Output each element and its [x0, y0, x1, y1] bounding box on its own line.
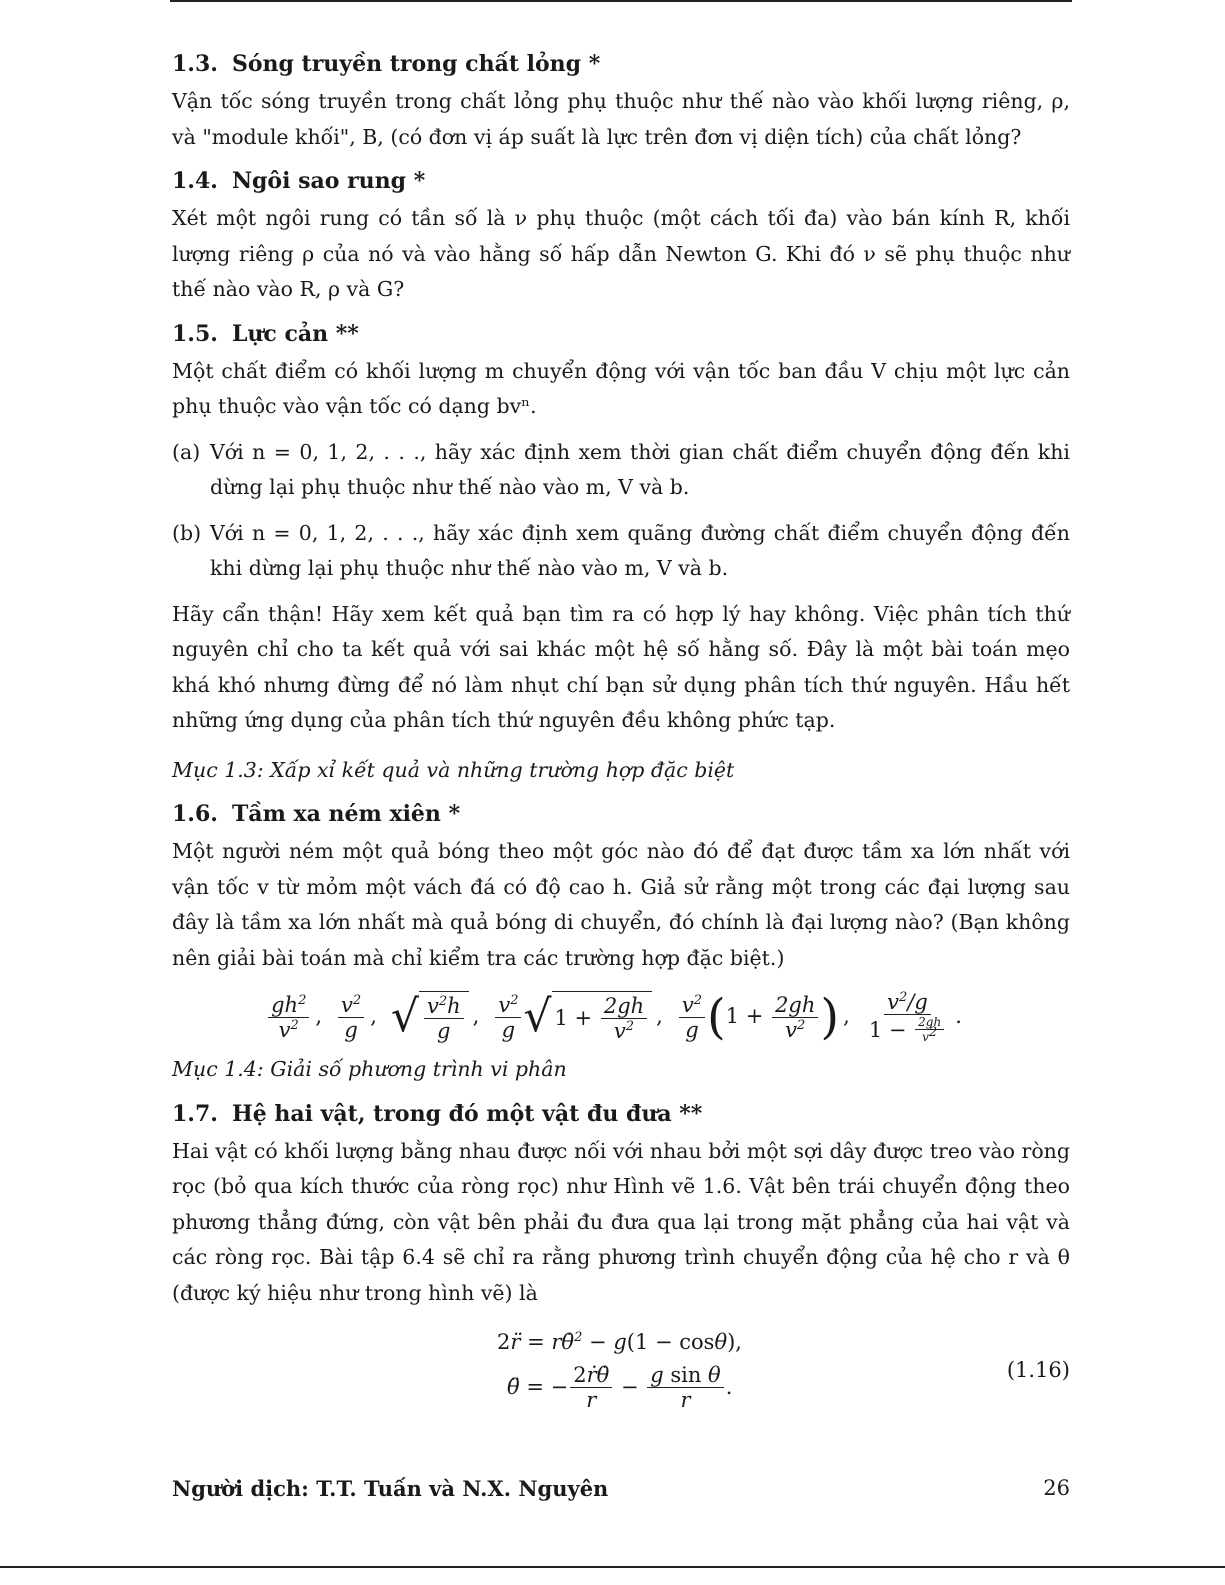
- section-1-6-body: Một người ném một quả bóng theo một góc nào đó để đạt được tầm xa lớn nhất với vận tốc v từ mỏm một vách đá có độ cao h. Giả sử rằng một trong các đại lượng sau đây là tầm xa lớn nhất mà quả bóng di chuyển, đó chính là đại lượng nào? (Bạn không nên giải bài toán mà chỉ kiểm tra các trường hợp đặc biệt.): [172, 839, 1070, 970]
- item-b: [172, 516, 1070, 587]
- candidate-formulas: $\frac{gh^2}{v^2}$ , $\frac{v^2}{g}$ , √ $\frac{v^2h}{g}$ , $\frac{v^2}{g}$ √ 1 + $\frac{2gh}{v^2}$ , $\frac{v^2}{g}$ ( 1 + $\frac{2gh}{v^2}$ ) , $v^2/g$ 1 − $\frac{2gh}{v^2}$ .: [172, 990, 1070, 1044]
- item-a-label: (a): [172, 439, 201, 464]
- section-1-4-heading: 1.4. Ngôi sao rung *: [172, 168, 426, 194]
- section-1-5-body: Một chất điểm có khối lượng m chuyển động với vận tốc ban đầu V chịu một lực cản phụ thuộc vào vận tốc có dạng bvⁿ.: [172, 358, 1070, 418]
- equation-line-1: 2r̈ = rθ̇$^2$ − g(1 − cosθ),: [497, 1330, 742, 1354]
- item-a: [172, 435, 1070, 506]
- equation-1-16: [172, 1325, 1070, 1421]
- equation-number: (1.16): [1006, 1358, 1070, 1382]
- section-note-1-4: Mục 1.4: Giải số phương trình vi phân: [172, 1057, 567, 1081]
- formula-2: $\frac{v^2}{g}$: [338, 993, 364, 1042]
- bottom-rule: [0, 1566, 1225, 1568]
- section-1-7-body: Hai vật có khối lượng bằng nhau được nối với nhau bởi một sợi dây được treo vào ròng rọc (bỏ qua kích thước của ròng rọc) như Hình vẽ 1.6. Vật bên trái chuyển động theo phương thẳng đứng, còn vật bên phải đu đưa qua lại trong mặt phẳng của hai vật và các ròng rọc. Bài tập 6.4 sẽ chỉ ra rằng phương trình chuyển động của hệ cho r và θ (được ký hiệu như trong hình vẽ) là: [172, 1138, 1070, 1305]
- section-1-5-warning: Hãy cẩn thận! Hãy xem kết quả bạn tìm ra có hợp lý hay không. Việc phân tích thứ nguyên chỉ cho ta kết quả với sai khác một hệ số hằng số. Đây là một bài toán mẹo khá khó nhưng đừng để nó làm nhụt chí bạn sử dụng phân tích thứ nguyên. Hầu hết những ứng dụng của phân tích thứ nguyên đều không phức tạp.: [172, 601, 1070, 732]
- section-1-3-body: Vận tốc sóng truyền trong chất lỏng phụ thuộc như thế nào vào khối lượng riêng, ρ, và "module khối", B, (có đơn vị áp suất là lực trên đơn vị diện tích) của chất lỏng?: [172, 89, 1070, 149]
- section-1-3-heading: 1.3. Sóng truyền trong chất lỏng *: [172, 51, 601, 77]
- formula-3: √ $\frac{v^2h}{g}$: [391, 991, 469, 1043]
- equation-line-2: θ̈ = − $\frac{\text{2ṙθ̇}}{r}$ − $\frac{\text{g sin θ}}{r}$ .: [507, 1363, 733, 1412]
- section-note-1-3: Mục 1.3: Xấp xỉ kết quả và những trường hợp đặc biệt: [172, 757, 735, 782]
- section-1-5-heading: 1.5. Lực cản **: [172, 320, 359, 347]
- section-1-4-body: Xét một ngôi rung có tần số là ν phụ thuộc (một cách tối đa) vào bán kính R, khối lượng riêng ρ của nó và vào hằng số hấp dẫn Newton G. Khi đó ν sẽ phụ thuộc như thế nào vào R, ρ và G?: [172, 206, 1070, 301]
- section-1-7-heading: 1.7. Hệ hai vật, trong đó một vật đu đưa **: [172, 1100, 703, 1127]
- footer-translators: Người dịch: T.T. Tuấn và N.X. Nguyên: [172, 1476, 609, 1501]
- page-number: 26: [1043, 1476, 1070, 1500]
- formula-6: $v^2/g$ 1 − $\frac{2gh}{v^2}$: [866, 990, 949, 1044]
- top-rule: [170, 0, 1072, 2]
- item-b-label: (b): [172, 520, 202, 545]
- item-a-text: Với n = 0, 1, 2, . . ., hãy xác định xem thời gian chất điểm chuyển động đến khi dừng lại phụ thuộc như thế nào vào m, V và b.: [210, 439, 1070, 499]
- formula-5: $\frac{v^2}{g}$ ( 1 + $\frac{2gh}{v^2}$ ): [677, 993, 839, 1042]
- item-b-text: Với n = 0, 1, 2, . . ., hãy xác định xem quãng đường chất điểm chuyển động đến khi dừng lại phụ thuộc như thế nào vào m, V và b.: [210, 520, 1070, 580]
- page-footer: [172, 1476, 1070, 1501]
- formula-1: $\frac{gh^2}{v^2}$: [268, 993, 309, 1042]
- section-1-6-heading: 1.6. Tầm xa ném xiên *: [172, 801, 461, 827]
- formula-4: $\frac{v^2}{g}$ √ 1 + $\frac{2gh}{v^2}$: [493, 991, 652, 1043]
- page-content: [172, 48, 1070, 1421]
